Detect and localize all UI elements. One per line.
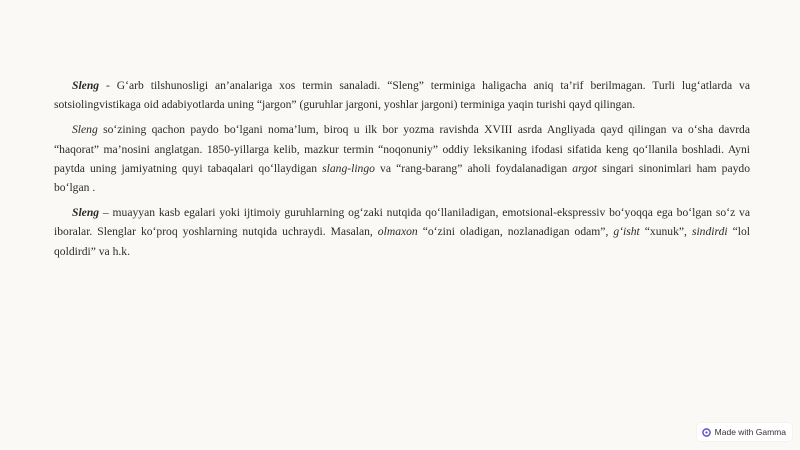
paragraph-3-text-1: – muayyan kasb egalari yoki ijtimoiy guruhlarning og‘zaki nutqida qo‘llaniladigan, emotsional-ekspressiv bo‘yoqqa ega bo‘lgan so‘z va iboralar. Slenglar ko‘proq yoshlarning nutqida uchraydi. Masalan,	[54, 206, 750, 239]
paragraph-2-text-3: singari sinonimlari ham paydo bo‘lgan .	[54, 161, 750, 195]
term-slang-lingo: slang-lingo	[322, 161, 375, 175]
paragraph-1-text: - G‘arb tilshunosligi an’analariga xos termin sanaladi. “Sleng” terminiga haligacha aniq ta’rif berilmagan. Turli lug‘atlarda va sotsiolingvistikaga oid adabiyotlarda uning “jargon” (guruhlar jargoni, yoshlar jargoni) terminiga yaqin turishi qayd qilingan.	[54, 79, 750, 112]
term-sleng: Sleng	[72, 206, 100, 220]
paragraph-3-text-2: “o‘zini oladigan, nozlanadigan odam”,	[417, 225, 614, 239]
paragraph-3-text-4: “lol qoldirdi” va h.k.	[54, 225, 750, 258]
term-olmaxon: olmaxon	[377, 225, 418, 239]
paragraph-2-text-1: so‘zining qachon paydo bo‘lgani noma’lum, biroq u ilk bor yozma ravishda XVIII asrda Angliyada qayd qilingan va o‘sha davrda “haqorat” ma’nosini anglatgan. 1850-yillarga kelib, mazkur termin “noqonuniy” oddiy leksikaning ifodasi sifatida keng qo‘llanila boshladi. Ayni paytda uning jamiyatning quyi tabaqalari qo‘llaydigan	[54, 123, 750, 175]
paragraph-3	[54, 203, 750, 261]
made-with-gamma-badge[interactable]	[697, 423, 792, 441]
gamma-logo-icon	[702, 428, 711, 437]
term-sleng: Sleng	[72, 79, 100, 92]
paragraph-2-text-2: va “rang-barang” aholi foydalanadigan	[374, 161, 573, 175]
term-argot: argot	[572, 161, 597, 175]
paragraph-1	[54, 76, 750, 114]
text-block	[54, 76, 750, 267]
badge-label: Made with Gamma	[714, 427, 786, 437]
term-sleng: Sleng	[72, 123, 98, 137]
paragraph-3-text-3: “xunuk”,	[639, 225, 692, 239]
paragraph-2	[54, 120, 750, 197]
term-sindirdi: sindirdi	[691, 225, 728, 239]
term-gisht: g‘isht	[613, 225, 640, 239]
